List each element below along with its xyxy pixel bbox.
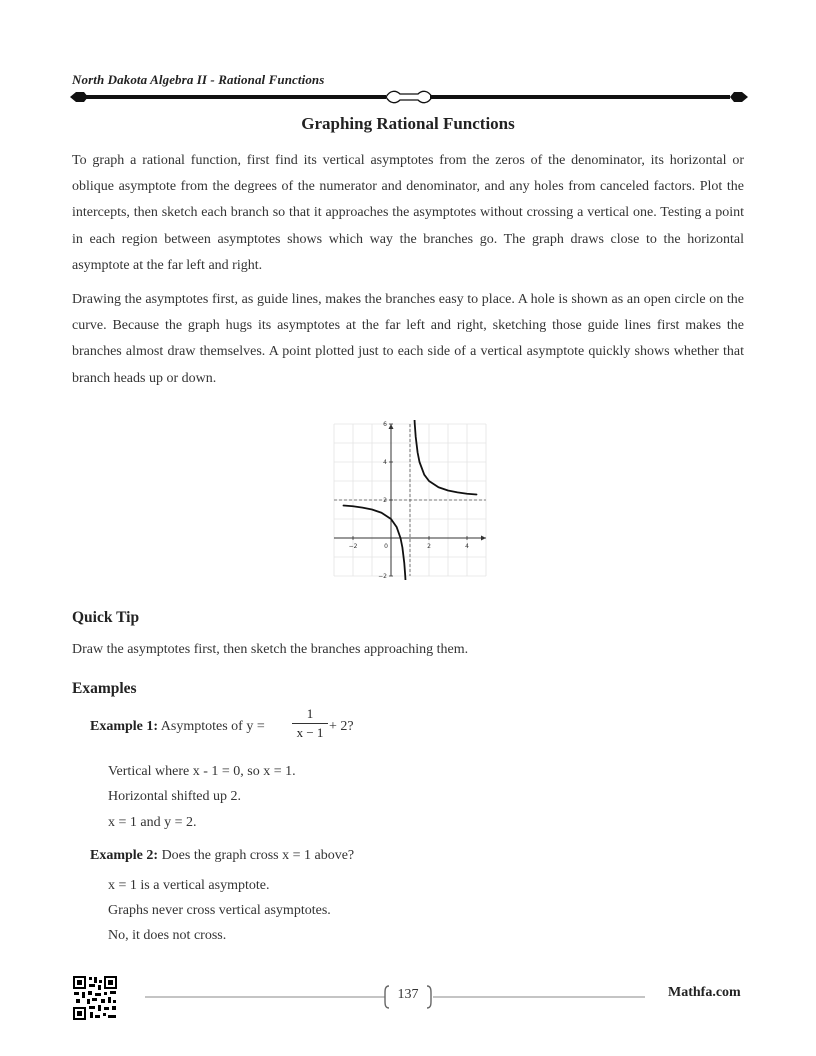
fraction-numerator: 1: [306, 706, 314, 721]
example-2-solution-line: No, it does not cross.: [108, 928, 227, 943]
x-tick-label: −2: [348, 543, 358, 550]
y-tick-label: 6: [383, 421, 387, 428]
y-axis-arrow: [389, 424, 394, 429]
y-tick-label: 4: [383, 459, 387, 466]
page-title: Graphing Rational Functions: [301, 114, 515, 133]
example-2-solution-line: x = 1 is a vertical asymptote.: [108, 878, 270, 893]
examples-heading: Examples: [72, 680, 137, 697]
example-2-solution-line: Graphs never cross vertical asymptotes.: [108, 903, 331, 918]
example-1-solution-line: Horizontal shifted up 2.: [108, 789, 241, 804]
asymptote-paragraph: Drawing the asymptotes first, as guide lines, makes the branches easy to place. A hole is shown as an open circle on the curve. Because the graph hugs its asymptotes at the far left and right, sketching those guide lines first makes the branches almost draw themselves. A point plotted just to each side of a vertical asymptote quickly shows whether that branch heads up or down.: [72, 292, 744, 386]
origin-label: 0: [384, 543, 388, 550]
example-2-question-text: Does the graph cross x = 1 above?: [161, 848, 355, 863]
page-number: 137: [397, 987, 419, 1002]
x-axis-arrow: [481, 536, 486, 541]
example-1-question-text: Asymptotes of y =: [160, 719, 265, 734]
fraction-bar: [292, 723, 328, 724]
qr-code-icon: [72, 975, 118, 1021]
quick-tip-text: Draw the asymptotes first, then sketch the branches approaching them.: [72, 642, 469, 657]
example-1-fraction: [292, 706, 328, 741]
fraction-denominator: x − 1: [296, 725, 324, 740]
x-tick-label: 4: [465, 543, 469, 550]
header-title: North Dakota Algebra II - Rational Functions: [72, 72, 325, 87]
intro-paragraph: To graph a rational function, first find its vertical asymptotes from the zeros of the denominator, its horizontal or oblique asymptote from the degrees of the numerator and denominator, and any holes from canceled factors. Plot the intercepts, then sketch each branch so that it approaches the asymptotes without crossing a vertical one. Testing a point in each region between asymptotes shows which way the branches go. The graph draws close to the horizontal asymptote at the far left and right.: [72, 153, 744, 273]
y-tick-label: −2: [378, 573, 387, 580]
example-1-label: Example 1:: [90, 719, 159, 734]
example-1-question-end: + 2?: [329, 719, 354, 734]
example-2-question: [90, 848, 354, 864]
brand-name: Mathfa.com: [668, 985, 741, 1000]
rational-function-graph: [330, 420, 490, 580]
y-tick-label: 2: [383, 497, 387, 504]
quick-tip-heading: Quick Tip: [72, 609, 140, 626]
example-1-solution-line: x = 1 and y = 2.: [108, 815, 197, 830]
example-1-solution-line: Vertical where x - 1 = 0, so x = 1.: [108, 764, 296, 779]
example-1-question: [90, 719, 265, 735]
example-2-label: Example 2:: [90, 848, 159, 863]
x-tick-label: 2: [427, 543, 431, 550]
header-divider: [68, 88, 750, 106]
